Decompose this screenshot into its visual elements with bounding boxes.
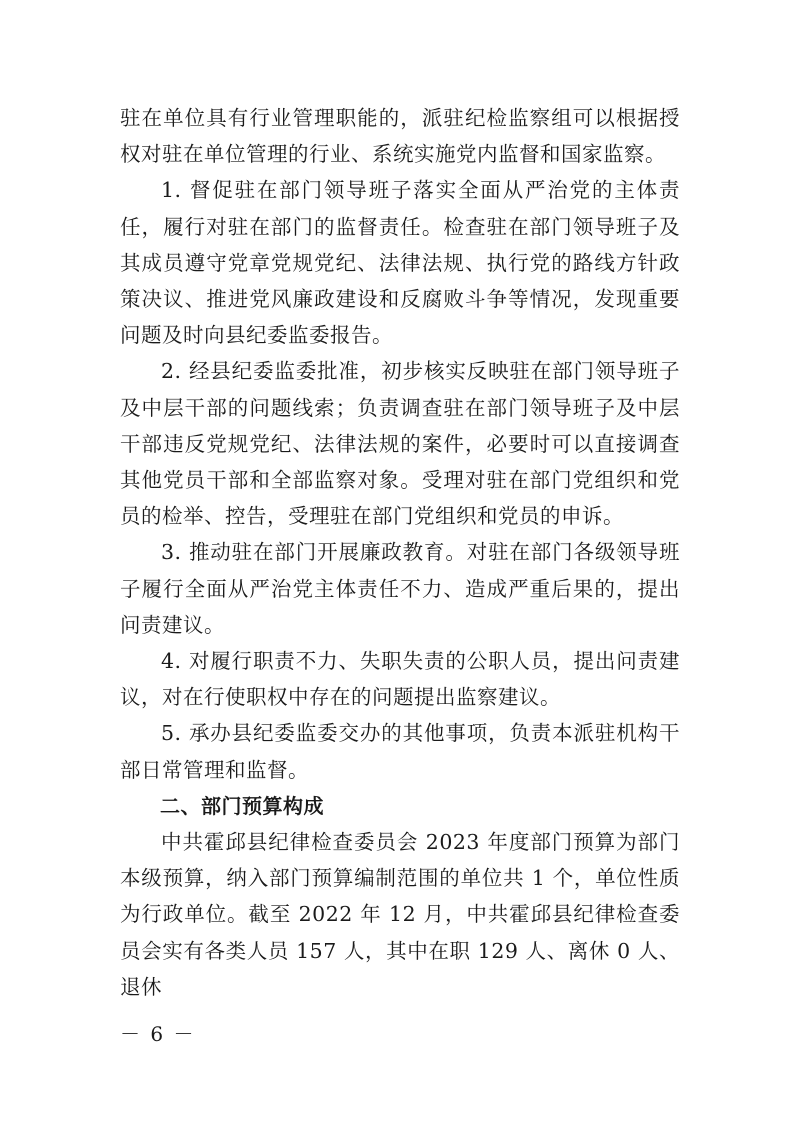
paragraph-item-5: 5. 承办县纪委监委交办的其他事项，负责本派驻机构干部日常管理和监督。 — [120, 721, 680, 782]
paragraph-item-3: 3. 推动驻在部门开展廉政教育。对驻在部门各级领导班子履行全面从严治党主体责任不力、造成严重后果的，提出问责建议。 — [120, 540, 680, 637]
paragraph-item-2: 2. 经县纪委监委批准，初步核实反映驻在部门领导班子及中层干部的问题线索；负责调查驻在部门领导班子及中层干部违反党规党纪、法律法规的案件，必要时可以直接调查其他党员干部和全部监察对象。受理对驻在部门党组织和党员的检举、控告，受理驻在部门党组织和党员的申诉。 — [120, 359, 680, 529]
body-text — [120, 100, 680, 1005]
section-heading: 二、部门预算构成 — [160, 793, 324, 818]
paragraph-item-1: 1. 督促驻在部门领导班子落实全面从严治党的主体责任，履行对驻在部门的监督责任。检查驻在部门领导班子及其成员遵守党章党规党纪、法律法规、执行党的路线方针政策决议、推进党风廉政建设和反腐败斗争等情况，发现重要问题及时向县纪委监委报告。 — [120, 178, 680, 348]
paragraph-continuation: 驻在单位具有行业管理职能的，派驻纪检监察组可以根据授权对驻在单位管理的行业、系统实施党内监督和国家监察。 — [120, 106, 680, 167]
page-number: － 6 － — [120, 1022, 196, 1046]
paragraph-item-4: 4. 对履行职责不力、失职失责的公职人员，提出问责建议，对在行使职权中存在的问题提出监察建议。 — [120, 649, 680, 710]
paragraph-budget: 中共霍邱县纪律检查委员会 2023 年度部门预算为部门本级预算，纳入部门预算编制范围的单位共 1 个，单位性质为行政单位。截至 2022 年 12 月，中共霍邱县纪律检查委员会实有各类人员 157 人，其中在职 129 人、离休 0 人、退休 — [120, 830, 680, 999]
